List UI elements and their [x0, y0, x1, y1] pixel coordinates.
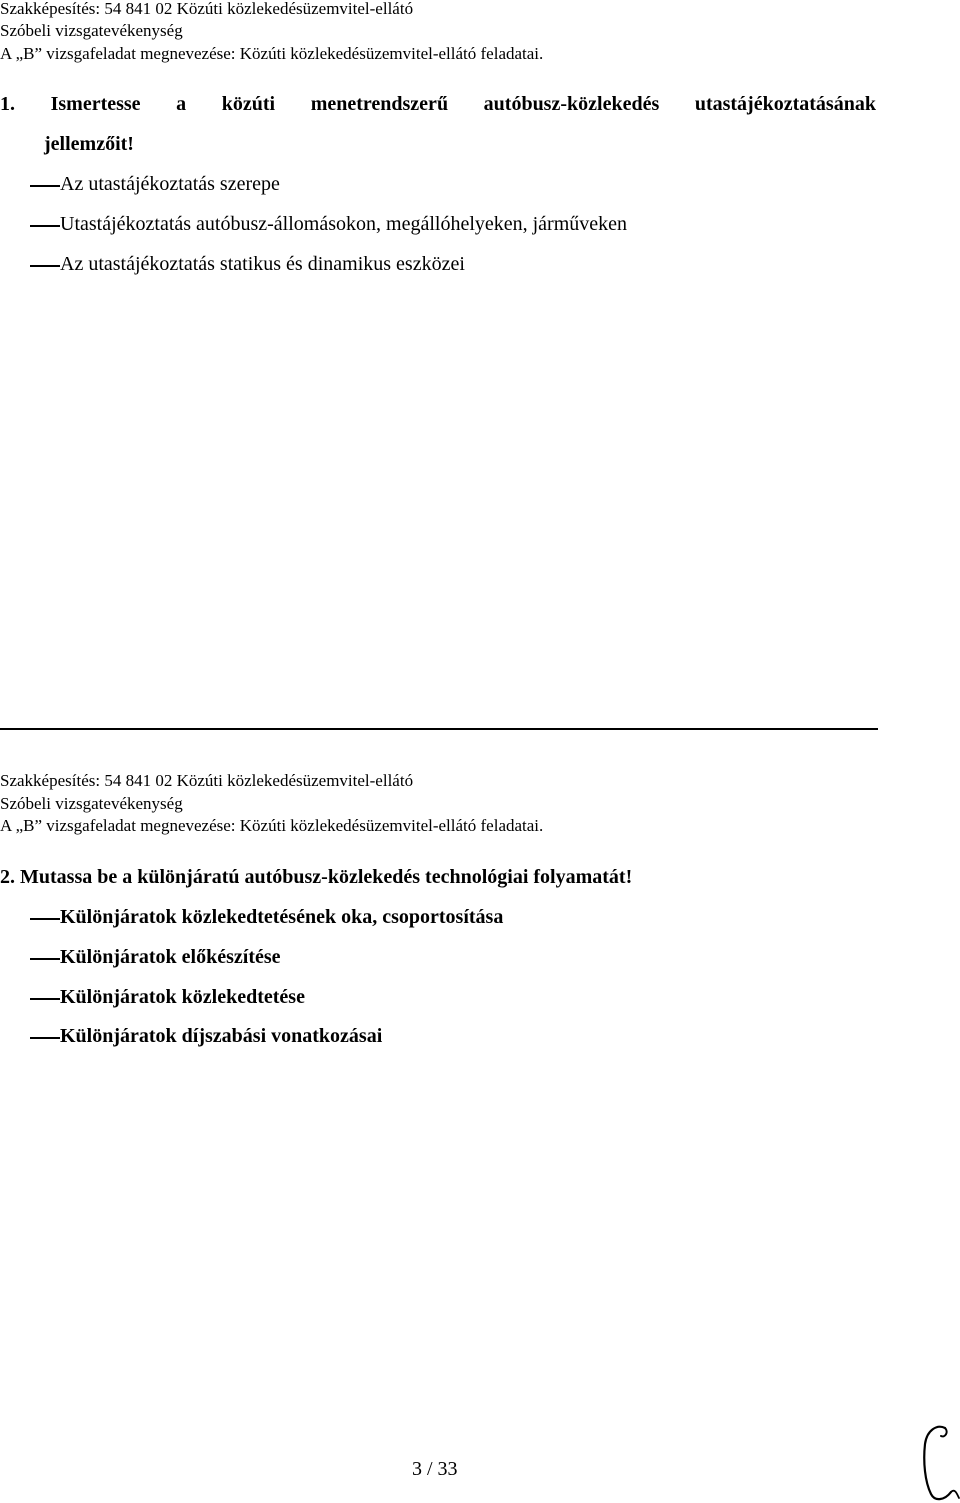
task1-word: autóbusz-közlekedés [483, 93, 660, 115]
task1-bullet: Utastájékoztatás autóbusz-állomásokon, megállóhelyeken, járműveken [60, 213, 628, 235]
task2-bullet: Különjáratok díjszabási vonatkozásai [60, 1025, 383, 1047]
header-exam-type: Szóbeli vizsgatevékenység [0, 794, 183, 813]
header-task-name: A „B” vizsgafeladat megnevezése: Közúti közlekedésüzemvitel-ellátó feladatai. [0, 44, 544, 63]
task1-bullet: Az utastájékoztatás szerepe [60, 173, 280, 195]
dash-bullet-icon [30, 958, 60, 960]
task1-bullet: Az utastájékoztatás statikus és dinamikus eszközei [60, 253, 465, 275]
dash-bullet-icon [30, 185, 60, 187]
header-exam-type: Szóbeli vizsgatevékenység [0, 21, 183, 40]
header-qualification: Szakképesítés: 54 841 02 Közúti közlekedésüzemvitel-ellátó [0, 771, 414, 790]
signature-mark [915, 1422, 960, 1503]
task1-title-line2: jellemzőit! [44, 133, 134, 155]
task2-bullet: Különjáratok előkészítése [60, 946, 281, 968]
section-divider [0, 728, 878, 730]
task2-title: 2. Mutassa be a különjáratú autóbusz-közlekedés technológiai folyamatát! [0, 866, 633, 888]
dash-bullet-icon [30, 225, 60, 227]
task2-bullet: Különjáratok közlekedtetése [60, 986, 305, 1008]
dash-bullet-icon [30, 918, 60, 920]
task1-word: a [176, 93, 187, 115]
task2-bullet: Különjáratok közlekedtetésének oka, csoportosítása [60, 906, 504, 928]
header-task-name: A „B” vizsgafeladat megnevezése: Közúti közlekedésüzemvitel-ellátó feladatai. [0, 816, 544, 835]
task1-word: utastájékoztatásának [694, 93, 876, 115]
header-qualification: Szakképesítés: 54 841 02 Közúti közlekedésüzemvitel-ellátó [0, 0, 414, 18]
page-number: 3 / 33 [412, 1458, 458, 1480]
task1-word: közúti [221, 93, 276, 115]
task1-word: 1. [0, 93, 15, 115]
dash-bullet-icon [30, 998, 60, 1000]
task1-word: Ismertesse [50, 93, 141, 115]
dash-bullet-icon [30, 265, 60, 267]
dash-bullet-icon [30, 1037, 60, 1039]
task1-word: menetrendszerű [310, 93, 449, 115]
task1-title-line1 [0, 92, 876, 116]
